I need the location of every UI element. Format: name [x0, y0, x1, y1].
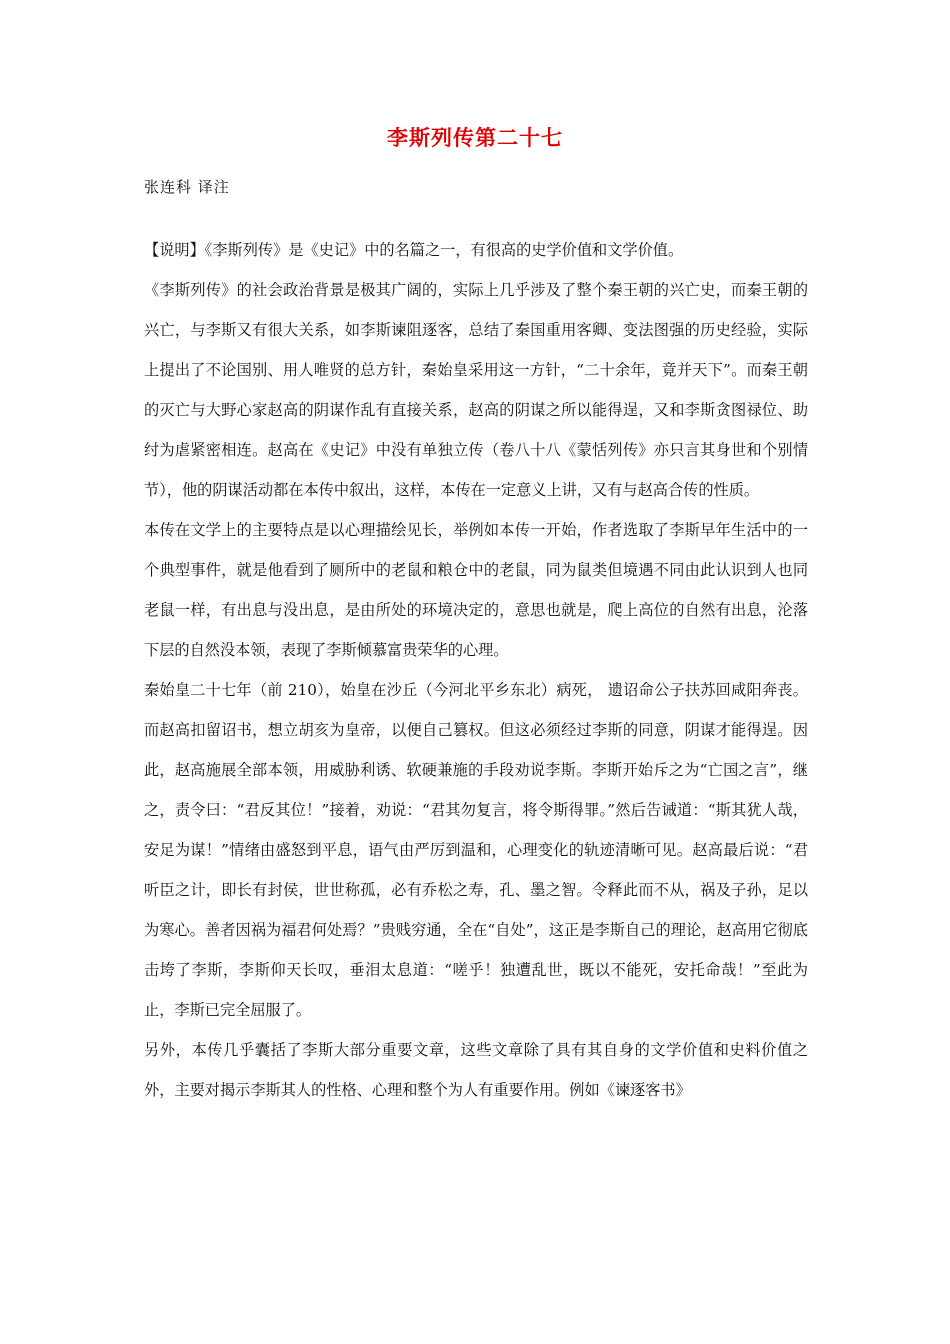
- paragraph-zhao-gao-persuasion: 秦始皇二十七年（前 210），始皇在沙丘（今河北平乡东北）病死， 遗诏命公子扶苏回咸阳奔丧。而赵高扣留诏书，想立胡亥为皇帝，以便自己篡权。但这必须经过李斯的同意，阴谋才能得逞。因此，赵高施展全部本领，用威胁利诱、软硬兼施的手段劝说李斯。李斯开始斥之为“亡国之言”，继之，责令曰：“君反其位！”接着，劝说：“君其勿复言，将令斯得罪。”然后告诫道：“斯其犹人哉，安足为谋！”情绪由盛怒到平息，语气由严厉到温和，心理变化的轨迹清晰可见。赵高最后说：“君听臣之计，即长有封侯，世世称孤，必有乔松之寿，孔、墨之智。令释此而不从，祸及子孙，足以为寒心。善者因祸为福君何处焉？”贵贱穷通，全在“自处”，这正是李斯自己的理论，赵高用它彻底击垮了李斯，李斯仰天长叹，垂泪太息道：“嗟乎！独遭乱世，既以不能死，安托命哉！”至此为止，李斯已完全屈服了。: [144, 681, 808, 1019]
- paragraph-articles: 另外，本传几乎囊括了李斯大部分重要文章，这些文章除了具有其自身的文学价值和史料价值之外，主要对揭示李斯其人的性格、心理和整个为人有重要作用。例如《谏逐客书》: [144, 1041, 808, 1099]
- page-title: 李斯列传第二十七: [387, 125, 563, 150]
- paragraph-background: 《李斯列传》的社会政治背景是极其广阔的，实际上几乎涉及了整个秦王朝的兴亡史，而秦王朝的兴亡，与李斯又有很大关系，如李斯谏阻逐客，总结了秦国重用客卿、变法图强的历史经验，实际上提出了不论国别、用人唯贤的总方针，秦始皇采用这一方针，“二十余年，竟并天下”。而秦王朝的灭亡与大野心家赵高的阴谋作乱有直接关系，赵高的阴谋之所以能得逞，又和李斯贪图禄位、助纣为虐紧密相连。赵高在《史记》中没有单独立传（卷八十八《蒙恬列传》亦只言其身世和个别情节），他的阴谋活动都在本传中叙出，这样，本传在一定意义上讲，又有与赵高合传的性质。: [144, 281, 808, 499]
- paragraph-literary-features: 本传在文学上的主要特点是以心理描绘见长，举例如本传一开始，作者选取了李斯早年生活中的一个典型事件，就是他看到了厕所中的老鼠和粮仓中的老鼠，同为鼠类但境遇不同由此认识到人也同老鼠一样，有出息与没出息，是由所处的环境决定的，意思也就是，爬上高位的自然有出息，沦落下层的自然没本领，表现了李斯倾慕富贵荣华的心理。: [144, 521, 808, 659]
- paragraph-note: 【说明】《李斯列传》是《史记》中的名篇之一，有很高的史学价值和文学价值。: [144, 241, 684, 259]
- body-text: [144, 230, 808, 1110]
- author-line: 张连科 译注: [144, 178, 230, 196]
